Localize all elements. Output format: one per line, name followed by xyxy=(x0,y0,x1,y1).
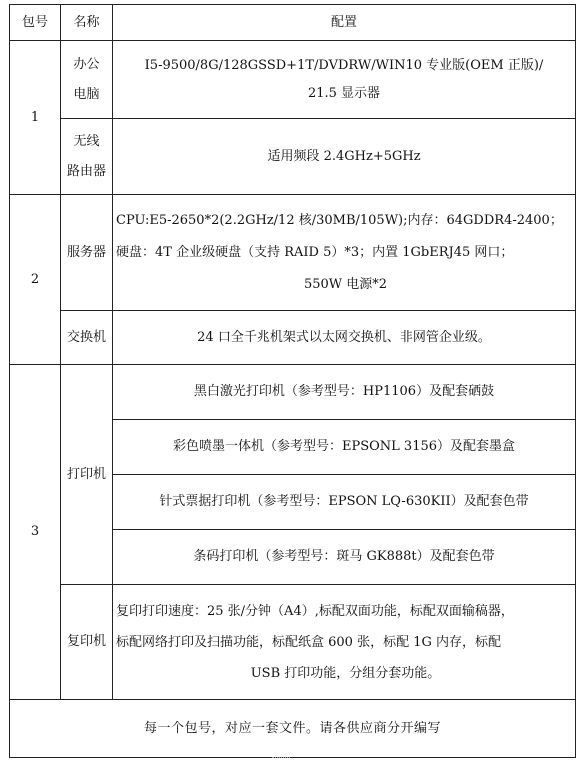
header-config: 配置 xyxy=(113,5,576,41)
header-package: 包号 xyxy=(10,5,61,41)
item-name: 服务器 xyxy=(61,195,113,311)
item-config: 彩色喷墨一体机（参考型号：EPSONL 3156）及配套墨盒 xyxy=(113,420,576,475)
header-row xyxy=(10,5,576,41)
table-row xyxy=(10,365,576,420)
package-number-2: 2 xyxy=(10,195,61,365)
table-row xyxy=(10,311,576,365)
table-row xyxy=(10,585,576,700)
footer-row xyxy=(10,700,576,758)
item-config: CPU:E5-2650*2(2.2GHz/12 核/30MB/105W);内存：64GDDR4-2400； 硬盘：4T 企业级硬盘（支持 RAID 5）*3；内置 1GbERJ45 网口； 550W 电源*2 xyxy=(113,195,576,311)
item-name: 交换机 xyxy=(61,311,113,365)
table-row xyxy=(10,195,576,311)
item-config: 适用频段 2.4GHz+5GHz xyxy=(113,119,576,195)
table-row xyxy=(10,41,576,119)
package-number-1: 1 xyxy=(10,41,61,195)
item-name: 无线 路由器 xyxy=(61,119,113,195)
item-config: 针式票据打印机（参考型号：EPSON LQ-630KII）及配套色带 xyxy=(113,475,576,530)
table-row xyxy=(10,119,576,195)
item-config: 24 口全千兆机架式以太网交换机、非网管企业级。 xyxy=(113,311,576,365)
package-number-3: 3 xyxy=(10,365,61,700)
item-config: I5-9500/8G/128GSSD+1T/DVDRW/WIN10 专业版(OEM 正版)/ 21.5 显示器 xyxy=(113,41,576,119)
config-table xyxy=(9,4,576,758)
header-name: 名称 xyxy=(61,5,113,41)
item-config: 黑白激光打印机（参考型号：HP1106）及配套硒鼓 xyxy=(113,365,576,420)
item-name: 复印机 xyxy=(61,585,113,700)
page-corner-mark xyxy=(272,757,290,759)
footer-note: 每一个包号，对应一套文件。请各供应商分开编写 xyxy=(10,700,576,758)
item-name: 办公 电脑 xyxy=(61,41,113,119)
item-name: 打印机 xyxy=(61,365,113,585)
item-config: 复印打印速度：25 张/分钟（A4）,标配双面功能，标配双面输稿器， 标配网络打印及扫描功能，标配纸盒 600 张，标配 1G 内存，标配 USB 打印功能，分组分套功能。 xyxy=(113,585,576,700)
item-config: 条码打印机（参考型号：斑马 GK888t）及配套色带 xyxy=(113,530,576,585)
